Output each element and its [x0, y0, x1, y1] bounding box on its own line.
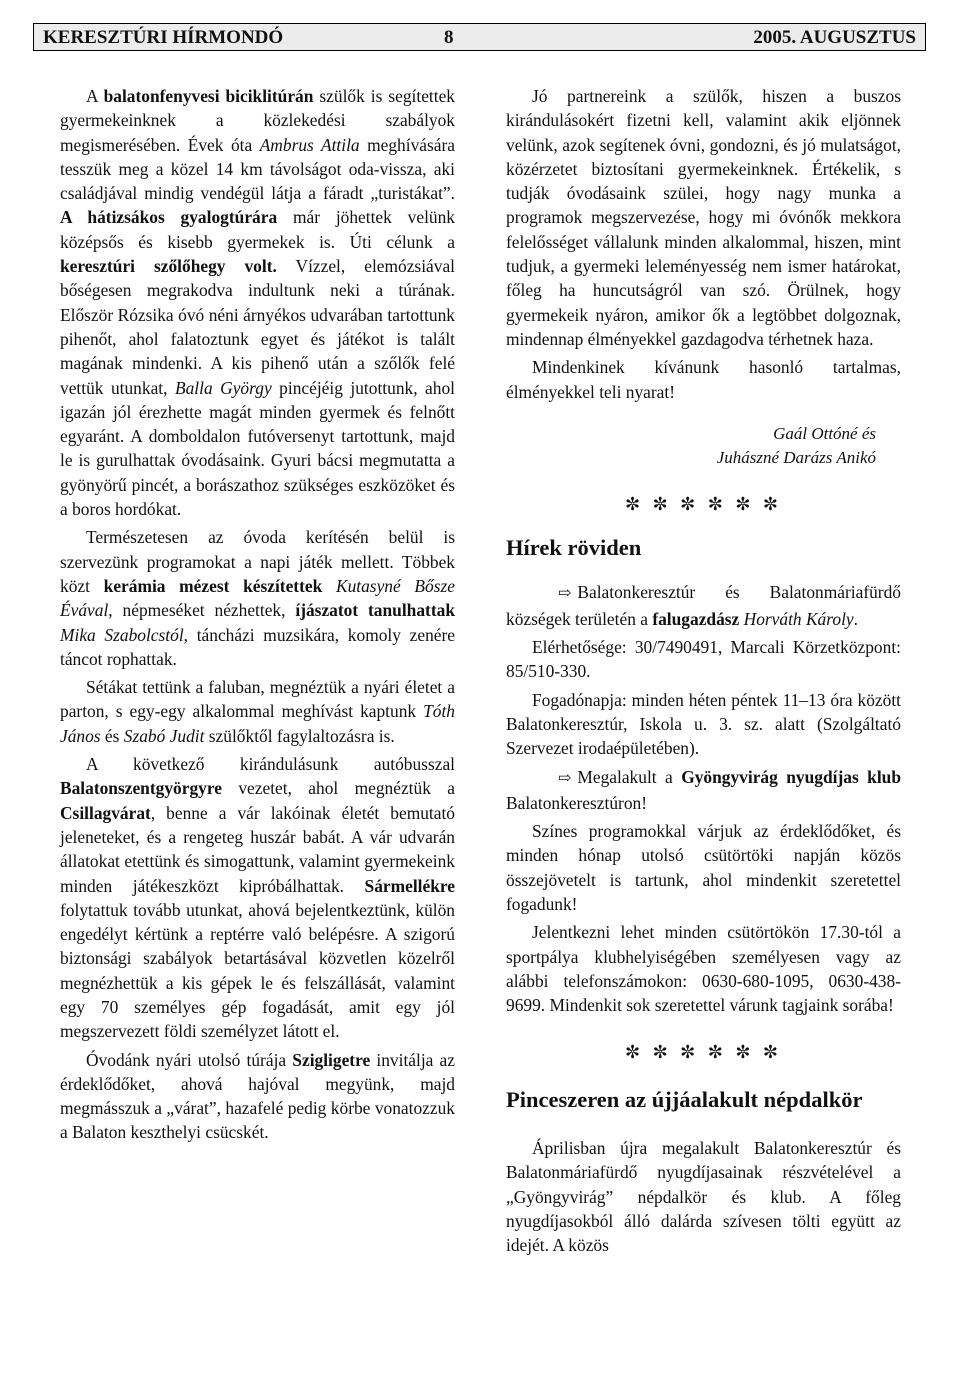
- signature-line-1: Gaál Ottóné és: [773, 423, 876, 443]
- text-run: invitálja az érdeklődőket, ahová hajóval megyünk, majd megmásszuk a „várat”, hazafelé pedig körbe vonatozzuk a Balaton keszthelyi csücskét.: [60, 1049, 455, 1143]
- name-italic: Kutasyné Bősze Évával: [60, 575, 455, 621]
- text-run: vezetet, ahol megnéztük a: [221, 778, 455, 799]
- emphasis-bold: Gyöngyvirág nyugdíjas klub: [681, 766, 901, 787]
- text-run: Vízzel, elemózsiával bőségesen megrakodva indultunk neki a túrának. Először Rózsika óvó néni árnyékos udvarában tartottunk pihenőt, ahol falatoztunk egyet és játékot is talált magának mindenki. A kis pihenő után a szőlők felé vettük utunkat,: [60, 256, 455, 398]
- paragraph-choir: Áprilisban újra megalakult Balatonkeresztúr és Balatonmáriafürdő nyugdíjasainak részvételével a „Gyöngyvirág” népdalkör és klub. A főleg nyugdíjasokból álló dalárda szívesen tölti együtt az idejét. A közös: [506, 1138, 901, 1256]
- text-run: meghívására tesszük meg a közel 14 km távolságot oda-vissza, aki családjával mindig vendégül látja a fáradt „turistákat”.: [60, 134, 455, 204]
- text-run: .: [853, 608, 858, 629]
- text-run: szülők is segítettek gyermekeinknek a közlekedési szabályok megismerésében. Évek óta: [60, 86, 455, 155]
- text-run: Jó partnereink a szülők, hiszen a buszos kirándulásokért fizetni kell, valamint akik eljönnek velünk, azok segítenek óvni, gondozni, és jó mulatságot, közérzetet biztosítani gyermekeinknek. Értékelik, s tudják óvodásaink szülei, hogy nagy munka a programok megszervezése, hogy mi óvónők mekkora felelősséget vállalunk minden alkalommal, hiszen, mint tudjuk, a gyermeki leleményesség nem ismer határokat, főleg ha huncutságról van szó. Örülnek, hogy gyermekeik nyáron, amikor ők a legtöbbet dolgoznak, mindennap élményekkel gazdagodva térhetnek haza.: [506, 86, 901, 349]
- paragraph-bike-tour: [60, 84, 455, 521]
- paragraph-bus-trip: [60, 752, 455, 1044]
- text-run: pincéjéig jutottunk, ahol igazán jól érezhette magát minden gyermek és felnőtt egyaránt. A domboldalon futóversenyt tartottunk, majd le is gurulhattak óvodásaink. Gyuri bácsi megmutatta a gyönyörű pincét, a borászathoz szükséges eszközöket és a boros hordókat.: [60, 377, 455, 520]
- arrow-right-icon: ⇨: [558, 585, 572, 603]
- signature: [506, 422, 901, 470]
- news-club-signup: Jelentkezni lehet minden csütörtökön 17.30-tól a sportpálya klubhelyiségében személyesen vagy az alábbi telefonszámokon: 0630-680-1095, 0630-438-9699. Mindenkit sok szeretettel várunk tagjaink sorába!: [506, 922, 901, 1016]
- paragraph-last-trip: [60, 1048, 455, 1145]
- section-divider-stars: ✼ ✼ ✼ ✼ ✼ ✼: [625, 493, 782, 514]
- name-italic: Tóth János: [60, 701, 455, 746]
- text-run: szülőktől fagylaltozásra is.: [204, 725, 395, 746]
- text-run: Balatonkeresztúron!: [506, 792, 648, 813]
- text-run: Sétákat tettünk a faluban, megnéztük a nyári életet a parton, s egy-egy alkalommal meghívást kaptunk: [60, 677, 455, 722]
- paragraph-partners: [506, 84, 901, 351]
- left-column: [60, 84, 455, 1145]
- text-run: , benne a vár lakóinak életét bemutató jeleneteket, és a rengeteg huszár babát. A vár udvarán állatokat etettünk és simogattunk, valamint gyermekeink minden játékeszközt kipróbálhattak.: [60, 802, 455, 896]
- emphasis-bold: falugazdász: [652, 608, 740, 629]
- text-run: Óvodánk nyári utolsó túrája: [86, 1049, 293, 1070]
- news-office-hours: Fogadónapja: minden héten péntek 11–13 óra között Balatonkeresztúr, Iskola u. 3. sz. alatt (Szolgáltató Szervezet irodaépületében).: [506, 689, 901, 759]
- news-club-programs: Színes programokkal várjuk az érdeklődőket, és minden hónap utolsó csütörtöki napján közös összejövetelt is tartunk, ahol mindenkit szeretettel fogadunk!: [506, 821, 901, 915]
- news-item-club: [506, 765, 901, 816]
- text-run: , táncházi muzsikára, komoly zenére táncot rophattak.: [60, 624, 456, 669]
- section-divider-stars: ✼ ✼ ✼ ✼ ✼ ✼: [625, 1041, 782, 1062]
- emphasis-bold: Sármellékre: [364, 875, 455, 896]
- text-run: A: [86, 86, 104, 106]
- text-run: Természetesen az óvoda kerítésén belül is szervezünk programokat a napi játék mellett. Többek közt: [60, 527, 455, 596]
- paragraph-wishes: Mindenkinek kívánunk hasonló tartalmas, élményekkel teli nyarat!: [506, 357, 901, 402]
- masthead-bar: [33, 23, 926, 51]
- emphasis-bold: balatonfenyvesi biciklitúrán: [103, 86, 314, 106]
- emphasis-bold: Balatonszentgyörgyre: [60, 778, 222, 799]
- choir-heading: Pinceszeren az újjáalakult népdalkör: [506, 1086, 863, 1112]
- text-run: már jöhettek velünk középsős és kisebb gyermekek is. Úti célunk a: [60, 207, 456, 252]
- text-run: , népmeséket nézhettek,: [108, 600, 296, 621]
- news-heading: Hírek röviden: [506, 535, 642, 561]
- name-italic: Balla György: [174, 377, 272, 398]
- text-run: Megalakult a: [577, 766, 682, 787]
- emphasis-bold: Szigligetre: [292, 1049, 371, 1070]
- paragraph-kindergarten-programs: [60, 525, 455, 671]
- signature-line-2: Juhászné Darázs Anikó: [716, 447, 876, 467]
- name-italic: Szabó Judit: [123, 725, 205, 746]
- news-item-agronomist: [506, 580, 901, 631]
- arrow-right-icon: ⇨: [558, 769, 572, 787]
- text-run: [322, 576, 336, 596]
- issue-date: 2005. AUGUSZTUS: [753, 27, 916, 48]
- paragraph-village-walks: [60, 675, 455, 748]
- text-run: folytattuk tovább utunkat, ahová bejelentkeztünk, külön engedélyt kértünk a reptérre való belépésre. A szigorú biztonsági szabályok betartásával közvetlen közelről megnézhettük a kis gépek le és felszállását, valamint egy 70 személyes gép fogadását, amit egy jól megszervezett földi személyzet látott el.: [60, 899, 455, 1042]
- news-contact: Elérhetősége: 30/7490491, Marcali Körzetközpont: 85/510-330.: [506, 637, 901, 682]
- emphasis-bold: keresztúri szőlőhegy volt.: [60, 256, 277, 277]
- text-run: és: [100, 725, 124, 746]
- name-italic: Ambrus Attila: [259, 134, 360, 155]
- name-italic: Mika Szabolcstól: [60, 624, 184, 645]
- name-italic: Horváth Károly: [743, 608, 854, 629]
- text-run: A következő kirándulásunk autóbusszal: [86, 754, 455, 775]
- emphasis-bold: A hátizsákos gyalogtúrára: [60, 207, 278, 228]
- publication-title: KERESZTÚRI HÍRMONDÓ: [43, 27, 284, 48]
- emphasis-bold: íjászatot tanulhattak: [295, 600, 455, 621]
- text-run: Balatonkeresztúr és Balatonmáriafürdő községek területén a: [506, 582, 901, 629]
- right-column: [506, 84, 901, 1258]
- page-number: 8: [444, 27, 454, 48]
- emphasis-bold: kerámia mézest készítettek: [103, 575, 323, 596]
- emphasis-bold: Csillagvárat: [60, 802, 151, 823]
